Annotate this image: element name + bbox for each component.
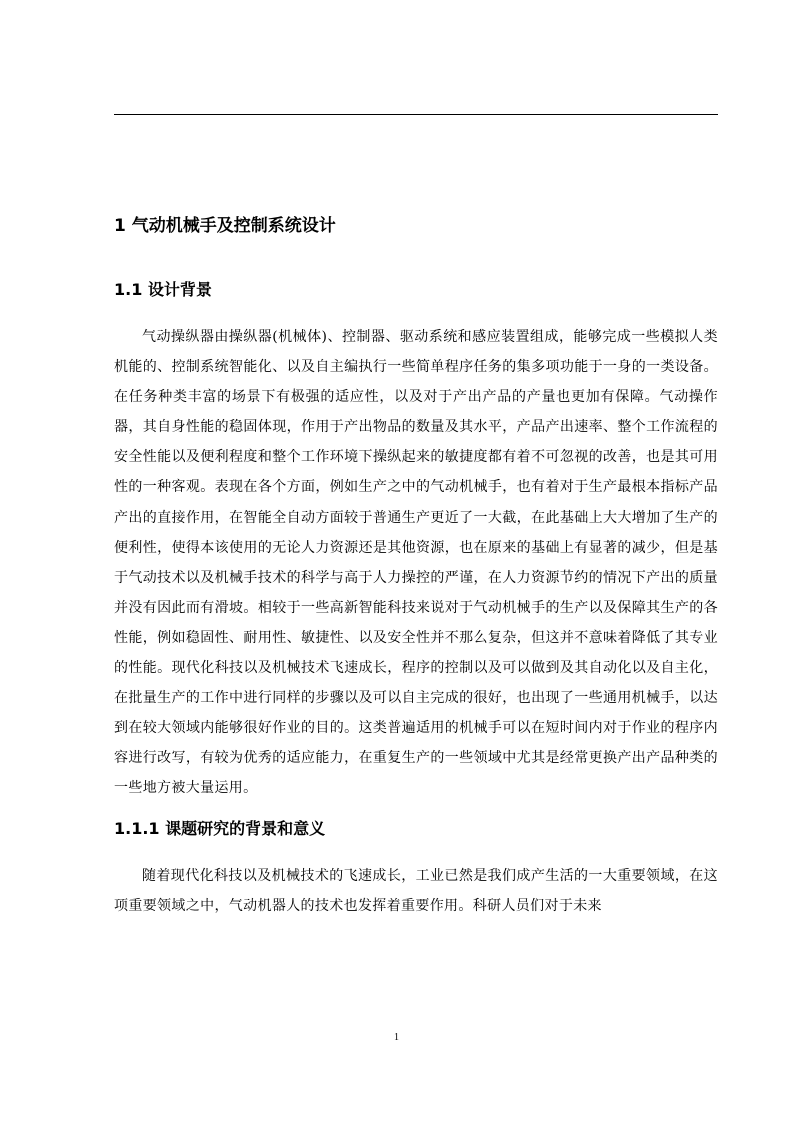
paragraph-research-background: 随着现代化科技以及机械技术的飞速成长，工业已然是我们成产生活的一大重要领域，在这项重要领域之中，气动机器人的技术也发挥着重要作用。科研人员们对于未来 xyxy=(114,867,718,914)
paragraph-background: 气动操纵器由操纵器(机械体)、控制器、驱动系统和感应装置组成，能够完成一些模拟人类机能的、控制系统智能化、以及自主编执行一些简单程序任务的集多项功能于一身的一类设备。在任务种类丰富的场景下有极强的适应性，以及对于产出产品的产量也更加有保障。气动操作器，其自身性能的稳固体现，作用于产出物品的数量及其水平，产品产出速率、整个工作流程的安全性能以及便利程度和整个工作环境下操纵起来的敏捷度都有着不可忽视的改善，也是其可用性的一种客观。表现在各个方面，例如生产之中的气动机械手，也有着对于生产最根本指标产品产出的直接作用，在智能全自动方面较于普通生产更近了一大截，在此基础上大大增加了生产的便利性，使得本该使用的无论人力资源还是其他资源，也在原来的基础上有显著的减少，但是基于气动技术以及机械手技术的科学与高于人力操控的严谨，在人力资源节约的情况下产出的质量并没有因此而有滑坡。相较于一些高新智能科技来说对于气动机械手的生产以及保障其生产的各性能，例如稳固性、耐用性、敏捷性、以及安全性并不那么复杂，但这并不意味着降低了其专业的性能。现代化科技以及机械技术飞速成长，程序的控制以及可以做到及其自动化以及自主化，在批量生产的工作中进行同样的步骤以及可以自主完成的很好，也出现了一些通用机械手，以达到在较大领域内能够很好作业的目的。这类普遍适用的机械手可以在短时间内对于作业的程序内容进行改写，有较为优秀的适应能力，在重复生产的一些领域中尤其是经常更换产出产品种类的一些地方被大量运用。 xyxy=(114,329,718,797)
subsection-heading: 1.1.1 课题研究的背景和意义 xyxy=(114,818,326,838)
chapter-heading: 1 气动机械手及控制系统设计 xyxy=(114,216,336,236)
section-heading: 1.1 设计背景 xyxy=(114,280,212,299)
page-content xyxy=(114,211,718,931)
header-rule xyxy=(114,114,718,115)
page-number: 1 xyxy=(394,1032,399,1043)
